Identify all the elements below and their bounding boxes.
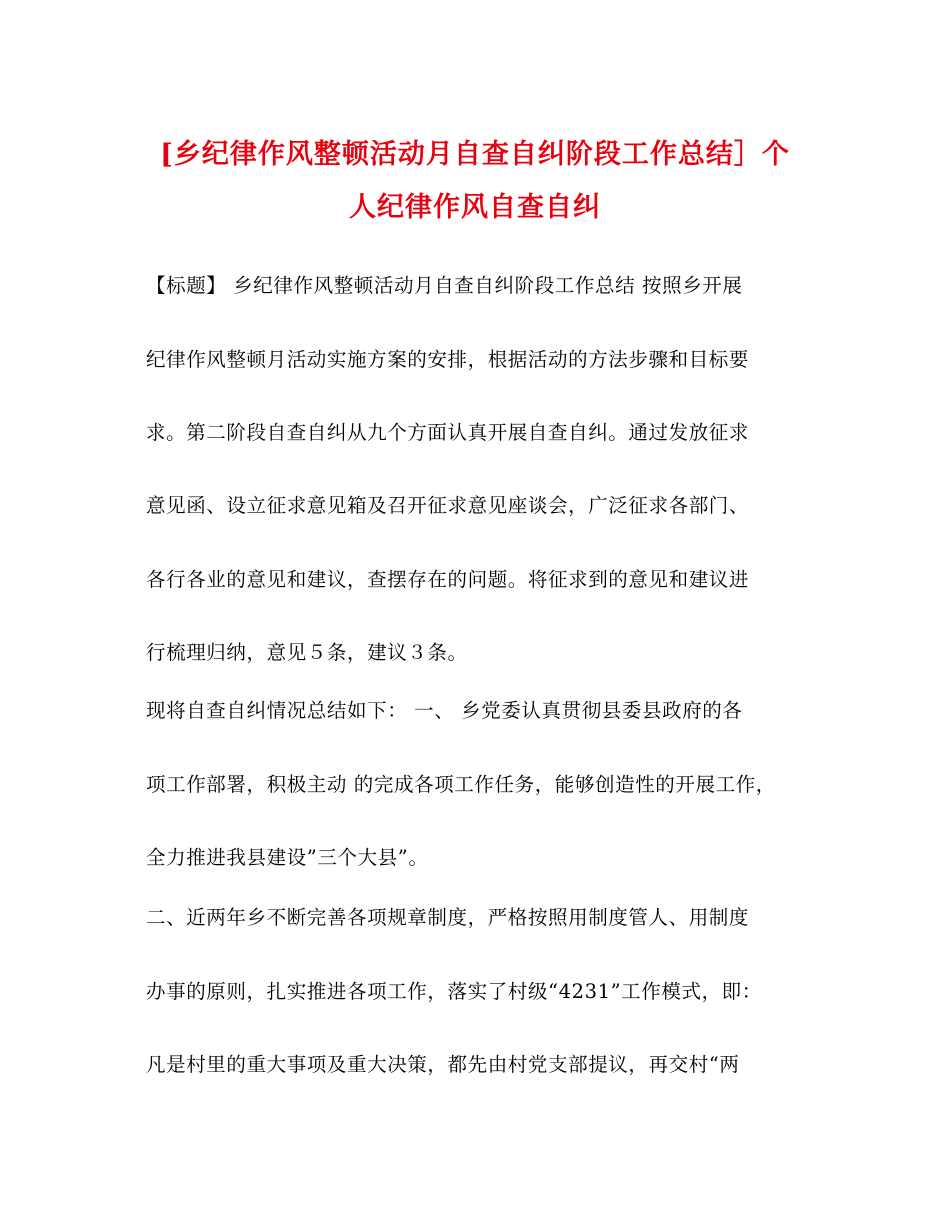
title-line-1: [乡纪律作风整顿活动月自查自纠阶段工作总结］个 [160, 139, 790, 170]
text-line: 二、近两年乡不断完善各项规章制度，严格按照用制度管人、用制度 [146, 906, 750, 929]
document-title [120, 128, 830, 234]
text-line: 【标题】 乡纪律作风整顿活动月自查自纠阶段工作总结 按照乡开展 [146, 274, 743, 297]
text-line: 全力推进我县建设”三个大县”。 [146, 846, 429, 869]
text-line: 意见函、设立征求意见箱及召开征求意见座谈会，广泛征求各部门、 [146, 494, 750, 517]
text-line: 现将自查自纠情况总结如下： 一、 乡党委认真贯彻县委县政府的各 [146, 699, 743, 722]
text-line: 项工作部署，积极主动 的完成各项工作任务，能够创造性的开展工作， [146, 773, 776, 796]
text-line: 行梳理归纳，意见５条，建议３条。 [146, 641, 468, 664]
text-line: 纪律作风整顿月活动实施方案的安排，根据活动的方法步骤和目标要 [146, 348, 750, 371]
text-line: 办事的原则，扎实推进各项工作，落实了村级“4231”工作模式，即： [146, 980, 762, 1003]
text-line: 凡是村里的重大事项及重大决策，都先由村党支部提议，再交村“两 [146, 1053, 740, 1076]
title-line-2: 人纪律作风自查自纠 [349, 192, 601, 223]
text-line: 各行各业的意见和建议，查摆存在的问题。将征求到的意见和建议进 [146, 568, 750, 591]
text-line: 求。第二阶段自查自纠从九个方面认真开展自查自纠。通过发放征求 [146, 421, 750, 444]
